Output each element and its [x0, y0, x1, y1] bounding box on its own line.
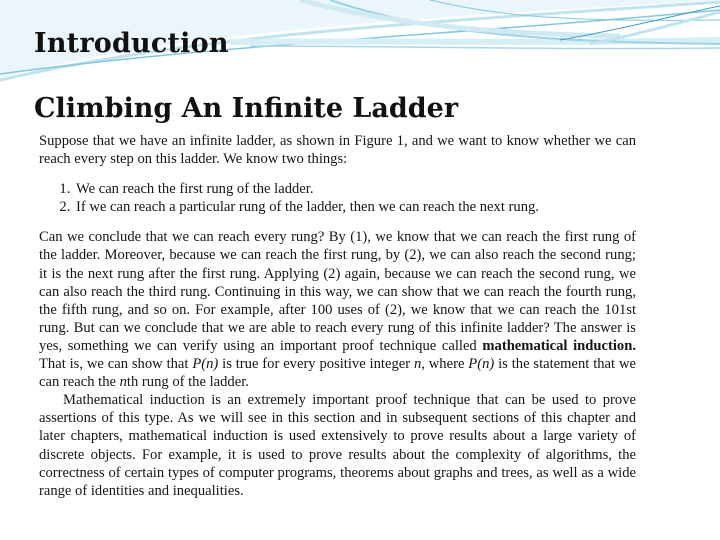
list-item: 2. If we can reach a particular rung of the ladder, then we can reach the next rung. — [74, 198, 636, 216]
list-item: 1. We can reach the first rung of the ladder. — [74, 180, 636, 198]
paragraph-text: Can we conclude that we can reach every rung? By (1), we know that we can reach the first rung of the ladder. Moreover, because we can reach the first rung, by (2), we can also reach the second rung; it is the next rung after the first rung. Applying (2) again, because we can reach the second rung, we can also reach the third rung. Continuing in this way, we can show that we can reach the fourth rung, the fifth rung, and so on. For example, after 100 uses of (2), we know that we can reach the 101st rung. But can we conclude that we are able to reach every rung of this infinite ladder? The answer is yes, something we can verify using an important proof technique called — [39, 229, 636, 354]
paragraph-text: , where — [421, 356, 469, 373]
paragraph-text: th rung of the ladder. — [126, 374, 249, 391]
importance-paragraph: Mathematical induction is an extremely important proof technique that can be used to prove assertions of this type. As we will see in this section and in subsequent sections of this chapter and later chapters, mathematical induction is used extensively to prove results about a large variety of discrete objects. For example, it is used to prove results about the complexity of algorithms, the correctness of certain types of computer programs, theorems about graphs and trees, as well as a wide range of identities and inequalities. — [39, 392, 636, 499]
math-variable: n — [119, 374, 127, 391]
intro-paragraph: Suppose that we have an infinite ladder, as shown in Figure 1, and we want to know whether we can reach every step on this ladder. We know two things: — [39, 133, 636, 168]
paragraph-text: is true for every positive integer — [218, 356, 414, 373]
numbered-list — [36, 180, 636, 216]
mathematical-induction-term: mathematical induction. — [482, 337, 636, 354]
slide-title: Introduction — [34, 28, 229, 59]
math-expression: P(n) — [468, 356, 495, 373]
paragraph-text: is the statement that we can reach the — [39, 356, 636, 391]
math-expression: P(n) — [192, 356, 219, 373]
textbook-excerpt — [36, 132, 636, 512]
paragraph-text: That is, we can show that — [39, 356, 193, 373]
math-variable: n — [413, 356, 422, 373]
induction-paragraph — [39, 228, 636, 391]
slide-subtitle: Climbing An Infinite Ladder — [34, 93, 459, 124]
